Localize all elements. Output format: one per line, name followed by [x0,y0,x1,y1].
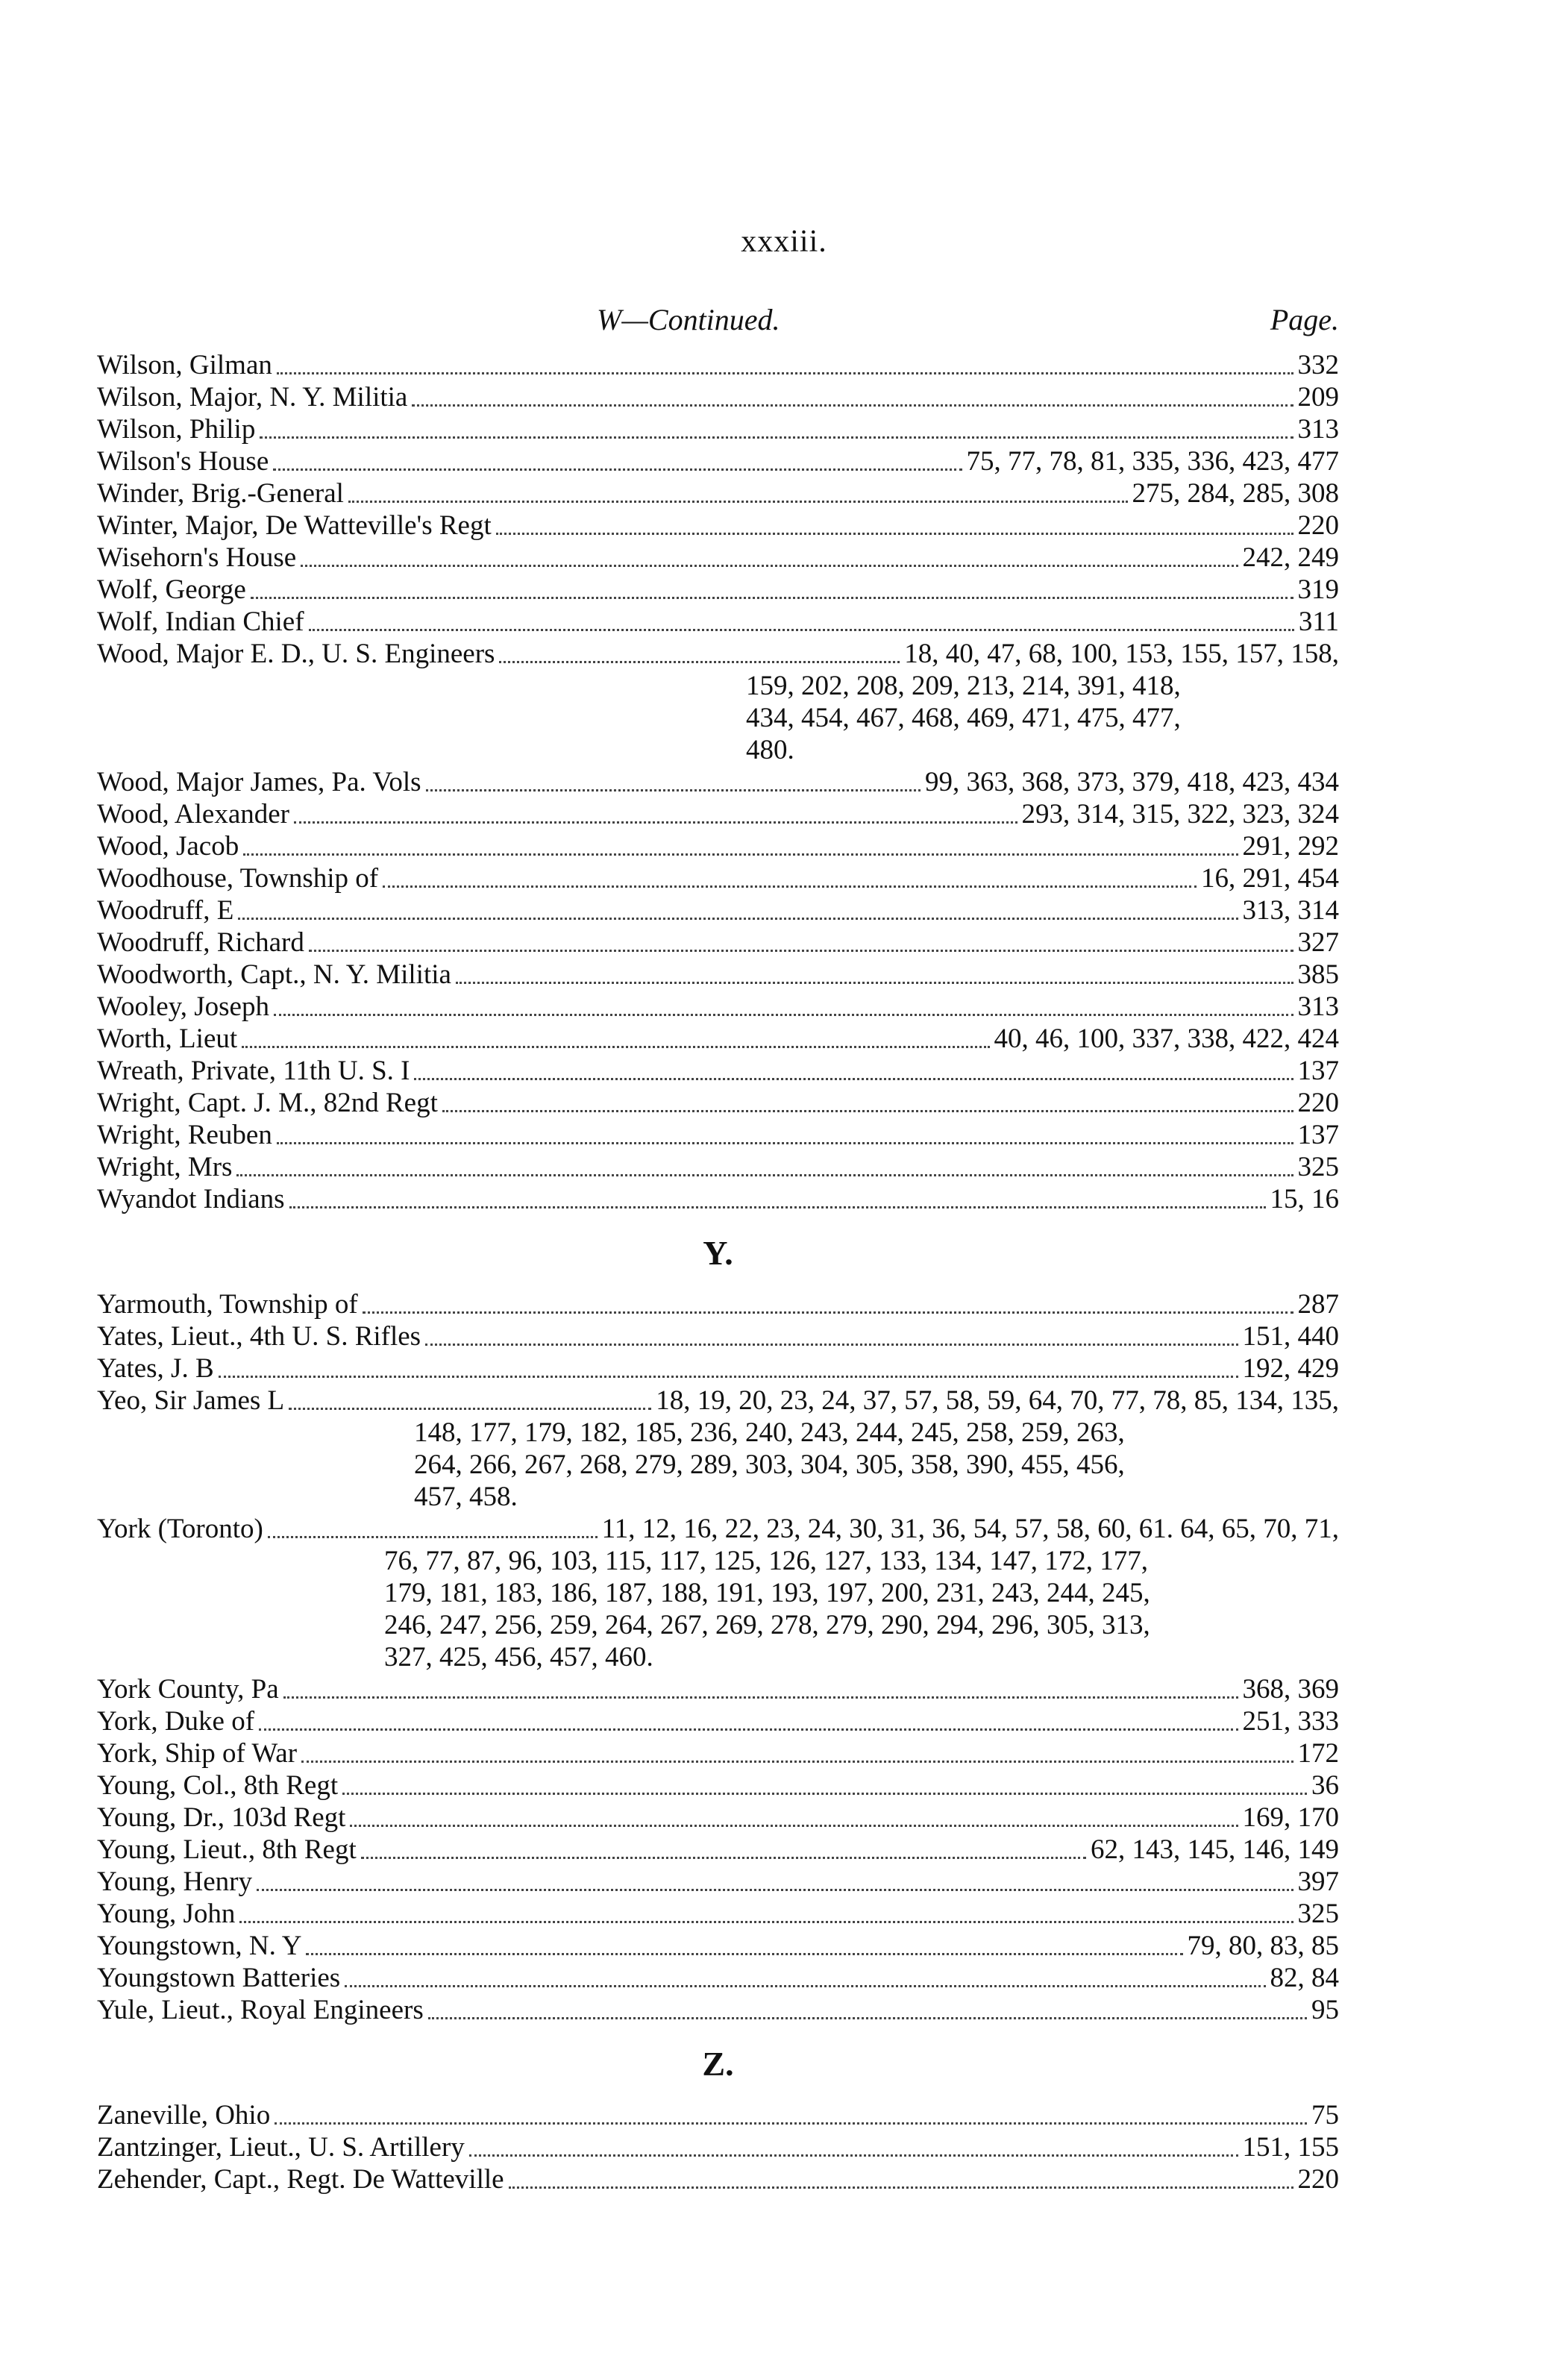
entry-name: Wright, Capt. J. M., 82nd Regt [97,1088,438,1118]
entry-name: Wood, Alexander [97,799,290,830]
entry-name: Wyandot Indians [97,1184,285,1214]
entry-pages: 151, 440 [1242,1321,1339,1352]
entry-pages: 79, 80, 83, 85 [1187,1931,1339,1961]
entry-pages: 137 [1297,1056,1339,1086]
dot-leader [273,468,962,471]
entry-pages-continued: 457, 458. [414,1482,518,1512]
dot-leader [425,1343,1238,1346]
index-entry [97,510,1339,542]
entry-pages: 287 [1297,1289,1339,1320]
index-entry [97,1673,1339,1705]
entry-pages: 325 [1297,1152,1339,1182]
entry-pages: 36 [1311,1770,1339,1801]
entry-name: Yates, J. B [97,1353,214,1384]
index-entry [97,477,1339,510]
entry-pages: 18, 19, 20, 23, 24, 37, 57, 58, 59, 64, 70, 77, 78, 85, 134, 135, [656,1385,1339,1416]
index-entry [97,1023,1339,1055]
entry-name: Woodruff, Richard [97,927,304,958]
entry-name: Young, Col., 8th Regt [97,1770,339,1801]
page-column-label: Page. [1270,303,1339,336]
dot-leader [442,1109,1293,1112]
entry-pages: 220 [1297,510,1339,541]
entry-pages: 319 [1297,574,1339,605]
index-list [97,349,1339,2195]
dot-leader [289,1206,1266,1208]
dot-leader [239,1920,1293,1923]
entry-pages: 137 [1297,1120,1339,1150]
entry-name: Wright, Mrs [97,1152,233,1182]
entry-pages: 75, 77, 78, 81, 335, 336, 423, 477 [966,446,1339,477]
entry-name: Wilson, Major, N. Y. Militia [97,382,408,413]
entry-name: Winter, Major, De Watteville's Regt [97,510,492,541]
entry-name: Wilson's House [97,446,269,477]
continued-label: W—Continued. [597,303,780,336]
index-entry [97,1705,1339,1737]
column-header [97,302,1339,347]
entry-pages: 313 [1297,414,1339,445]
index-entry [97,413,1339,445]
entry-name: Yates, Lieut., 4th U. S. Rifles [97,1321,421,1352]
index-entry [97,445,1339,477]
entry-name: Wood, Jacob [97,831,239,862]
index-entry [97,349,1339,381]
entry-name: Woodruff, E [97,895,234,926]
dot-leader [361,1856,1086,1859]
dot-leader [342,1792,1307,1795]
entry-name: Wolf, Indian Chief [97,606,304,637]
index-entry [97,862,1339,894]
entry-pages: 62, 143, 145, 146, 149 [1091,1834,1339,1865]
entry-pages: 293, 314, 315, 322, 323, 324 [1021,799,1339,830]
dot-leader [496,532,1293,535]
dot-leader [219,1375,1238,1378]
index-entry [97,2163,1339,2195]
entry-pages: 251, 333 [1242,1706,1339,1737]
dot-leader [426,789,921,791]
entry-pages: 11, 12, 16, 22, 23, 24, 30, 31, 36, 54, 57, 58, 60, 61. 64, 65, 70, 71, [601,1514,1339,1544]
entry-name: Zaneville, Ohio [97,2100,271,2131]
entry-name: Zehender, Capt., Regt. De Watteville [97,2164,504,2195]
entry-pages: 16, 291, 454 [1201,863,1339,894]
dot-leader [243,853,1238,856]
entry-name: Young, Lieut., 8th Regt [97,1834,357,1865]
section-letter: Y. [703,1234,733,1272]
entry-name: Wilson, Gilman [97,350,272,380]
entry-pages-continued: 76, 77, 87, 96, 103, 115, 117, 125, 126, 127, 133, 134, 147, 172, 177, [384,1546,1149,1576]
entry-name: Wisehorn's House [97,542,297,573]
dot-leader [456,981,1293,984]
entry-pages: 242, 249 [1242,542,1339,573]
index-entry [97,830,1339,862]
index-entry [97,1769,1339,1802]
entry-pages: 313, 314 [1242,895,1339,926]
dot-leader [301,564,1238,567]
entry-name: York, Duke of [97,1706,255,1737]
index-entry [97,1352,1339,1385]
dot-leader [345,1984,1265,1987]
entry-pages-continued: 246, 247, 256, 259, 264, 267, 269, 278, 279, 290, 294, 296, 305, 313, [384,1610,1150,1640]
entry-name: Yule, Lieut., Royal Engineers [97,1995,424,2025]
dot-leader [268,1535,598,1538]
entry-pages: 397 [1297,1866,1339,1897]
entry-name: Woodhouse, Township of [97,863,379,894]
entry-name: Young, Henry [97,1866,252,1897]
dot-leader [277,371,1293,374]
dot-leader [414,1077,1293,1080]
entry-pages: 332 [1297,350,1339,380]
dot-leader [236,1173,1293,1176]
dot-leader [499,660,900,663]
entry-pages: 385 [1297,959,1339,990]
dot-leader [348,500,1128,503]
entry-pages: 313 [1297,991,1339,1022]
entry-pages-continued: 480. [746,735,794,765]
dot-leader [412,404,1293,407]
dot-leader [283,1696,1238,1699]
entry-name: Worth, Lieut [97,1023,238,1054]
entry-pages: 82, 84 [1270,1963,1339,1993]
entry-pages: 327 [1297,927,1339,958]
entry-name: Woodworth, Capt., N. Y. Militia [97,959,451,990]
section-letter: Z. [702,2045,734,2083]
dot-leader [309,628,1294,631]
entry-pages: 275, 284, 285, 308 [1132,478,1339,509]
index-entry [97,927,1339,959]
entry-name: Zantzinger, Lieut., U. S. Artillery [97,2132,465,2163]
entry-pages: 40, 46, 100, 337, 338, 422, 424 [994,1023,1339,1054]
index-entry [97,798,1339,830]
index-entry [97,1183,1339,1215]
entry-pages: 75 [1311,2100,1339,2131]
entry-name: York (Toronto) [97,1514,263,1544]
dot-leader [306,1952,1182,1955]
entry-name: Wood, Major James, Pa. Vols [97,767,421,797]
index-entry [97,1962,1339,1994]
entry-name: Wright, Reuben [97,1120,272,1150]
index-entry [97,959,1339,991]
dot-leader [301,1760,1293,1763]
index-entry [97,1320,1339,1352]
dot-leader [294,821,1017,824]
index-entry [97,2099,1339,2131]
index-entry [97,1513,1339,1673]
index-entry [97,1930,1339,1962]
dot-leader [259,1728,1238,1731]
entry-pages: 95 [1311,1995,1339,2025]
index-entry [97,1119,1339,1151]
index-entry [97,638,1339,766]
entry-pages: 291, 292 [1242,831,1339,862]
entry-name: York, Ship of War [97,1738,298,1769]
index-entry [97,381,1339,413]
index-entry [97,574,1339,606]
index-entry [97,606,1339,638]
dot-leader [509,2186,1293,2189]
entry-pages: 172 [1297,1738,1339,1769]
index-entry [97,1802,1339,1834]
dot-leader [260,436,1293,439]
entry-name: Wolf, George [97,574,246,605]
index-entry [97,1055,1339,1087]
entry-name: Winder, Brig.-General [97,478,344,509]
index-entry [97,2131,1339,2163]
entry-pages-continued: 434, 454, 467, 468, 469, 471, 475, 477, [746,703,1181,733]
entry-pages-continued: 179, 181, 183, 186, 187, 188, 191, 193, 197, 200, 231, 243, 244, 245, [384,1578,1150,1608]
entry-pages: 325 [1297,1899,1339,1929]
index-entry [97,1994,1339,2026]
dot-leader [350,1824,1238,1827]
index-entry [97,1866,1339,1898]
dot-leader [469,2154,1238,2157]
index-entry [97,1151,1339,1183]
entry-pages: 151, 155 [1242,2132,1339,2163]
entry-pages-continued: 264, 266, 267, 268, 279, 289, 303, 304, 305, 358, 390, 455, 456, [414,1449,1125,1480]
index-entry [97,766,1339,798]
entry-name: Youngstown Batteries [97,1963,341,1993]
index-entry [97,1087,1339,1119]
entry-name: Wreath, Private, 11th U. S. I [97,1056,410,1086]
dot-leader [289,1407,651,1410]
dot-leader [428,2016,1307,2019]
entry-name: Young, Dr., 103d Regt [97,1802,346,1833]
index-entry [97,1834,1339,1866]
index-entry [97,1288,1339,1320]
entry-pages-continued: 159, 202, 208, 209, 213, 214, 391, 418, [746,671,1181,701]
index-entry [97,991,1339,1023]
index-entry [97,894,1339,927]
entry-name: Young, John [97,1899,236,1929]
index-entry [97,1898,1339,1930]
entry-pages: 192, 429 [1242,1353,1339,1384]
entry-pages: 99, 363, 368, 373, 379, 418, 423, 434 [925,767,1339,797]
dot-leader [363,1311,1293,1314]
entry-name: Wood, Major E. D., U. S. Engineers [97,639,495,669]
dot-leader [274,1013,1293,1016]
entry-name: Youngstown, N. Y [97,1931,302,1961]
entry-name: Yeo, Sir James L [97,1385,285,1416]
index-entry [97,1385,1339,1513]
page-number: xxxiii. [741,225,827,259]
dot-leader [309,949,1293,952]
dot-leader [275,2122,1307,2125]
index-entry [97,1737,1339,1769]
dot-leader [238,917,1238,920]
entry-pages: 311 [1298,606,1339,637]
entry-name: Wilson, Philip [97,414,256,445]
entry-pages: 15, 16 [1270,1184,1339,1214]
entry-pages: 220 [1297,1088,1339,1118]
dot-leader [251,596,1293,599]
entry-pages: 18, 40, 47, 68, 100, 153, 155, 157, 158, [904,639,1339,669]
dot-leader [242,1045,989,1048]
entry-pages: 209 [1297,382,1339,413]
entry-name: York County, Pa [97,1674,279,1705]
dot-leader [257,1888,1293,1891]
entry-pages: 169, 170 [1242,1802,1339,1833]
dot-leader [277,1141,1293,1144]
index-entry [97,542,1339,574]
dot-leader [383,885,1197,888]
entry-pages-continued: 148, 177, 179, 182, 185, 236, 240, 243, 244, 245, 258, 259, 263, [414,1417,1125,1448]
entry-pages: 220 [1297,2164,1339,2195]
entry-pages: 368, 369 [1242,1674,1339,1705]
entry-name: Wooley, Joseph [97,991,269,1022]
entry-name: Yarmouth, Township of [97,1289,358,1320]
entry-pages-continued: 327, 425, 456, 457, 460. [384,1642,653,1672]
